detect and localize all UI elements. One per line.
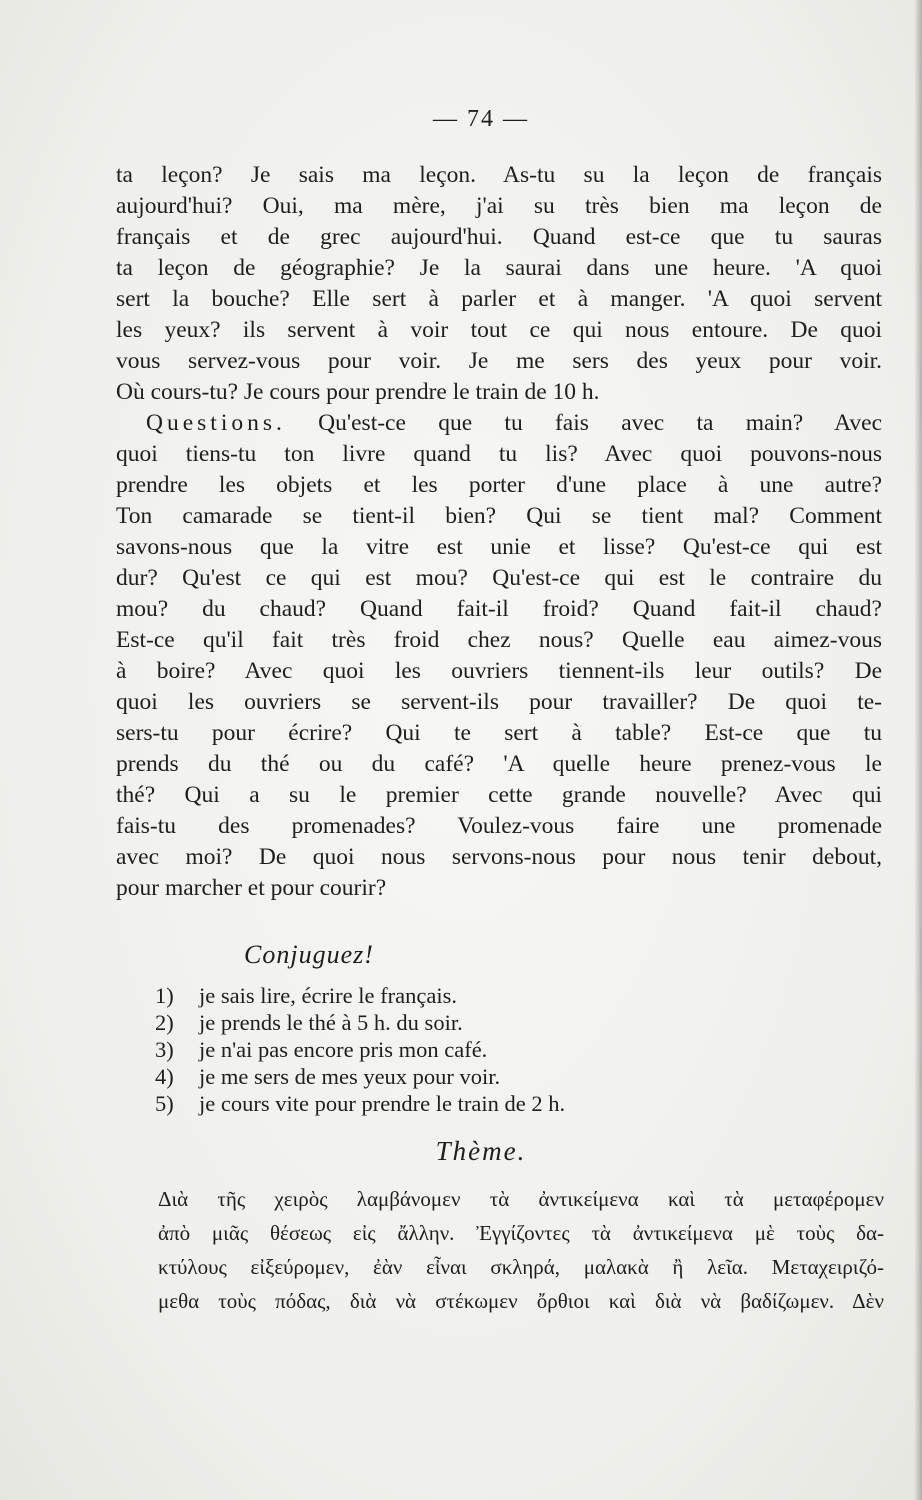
text-line: vous servez-vous pour voir. Je me sers des yeux pour voir. xyxy=(116,348,882,374)
item-text: je me sers de mes yeux pour voir. xyxy=(199,1064,501,1089)
text-line: thé? Qui a su le premier cette grande nouvelle? Avec qui xyxy=(116,782,882,808)
text-line: fais-tu des promenades? Voulez-vous faire une promenade xyxy=(116,813,882,839)
text-line: quoi les ouvriers se servent-ils pour travailler? De quoi te- xyxy=(116,689,882,715)
item-number: 4) xyxy=(155,1064,174,1089)
item-number: 1) xyxy=(155,983,174,1008)
text-line: mou? du chaud? Quand fait-il froid? Quand fait-il chaud? xyxy=(116,596,882,622)
list-item xyxy=(155,982,795,1009)
page-number: — 74 — xyxy=(433,106,529,132)
questions-first-text: Qu'est-ce que tu fais avec ta main? Avec xyxy=(318,410,883,436)
text-line: dur? Qu'est ce qui est mou? Qu'est-ce qui est le contraire du xyxy=(116,565,882,591)
text-line: Ton camarade se tient-il bien? Qui se tient mal? Comment xyxy=(116,503,882,529)
text-line: Est-ce qu'il fait très froid chez nous? Quelle eau aimez-vous xyxy=(116,627,882,653)
greek-line: κτύλους εἰξεύρομεν, ἐὰν εἶναι σκληρά, μαλακὰ ἢ λεῖα. Μεταχειριζό- xyxy=(158,1255,884,1279)
main-text xyxy=(116,160,882,904)
list-item xyxy=(155,1063,795,1090)
item-text: je cours vite pour prendre le train de 2 h. xyxy=(199,1091,566,1116)
list-item xyxy=(155,1009,795,1036)
text-line: français et de grec aujourd'hui. Quand est-ce que tu sauras xyxy=(116,224,882,250)
conjuguez-title: Conjuguez! xyxy=(244,940,374,969)
text-line: sert la bouche? Elle sert à parler et à manger. 'A quoi servent xyxy=(116,286,882,312)
text-line: aujourd'hui? Oui, ma mère, j'ai su très bien ma leçon de xyxy=(116,193,882,219)
text-line: les yeux? ils servent à voir tout ce qui nous entoure. De quoi xyxy=(116,317,882,343)
text-line: prendre les objets et les porter d'une place à une autre? xyxy=(116,472,882,498)
questions-label: Questions. xyxy=(146,410,286,436)
item-text: je prends le thé à 5 h. du soir. xyxy=(199,1010,463,1035)
list-item xyxy=(155,1036,795,1063)
item-number: 3) xyxy=(155,1037,174,1062)
item-number: 5) xyxy=(155,1091,174,1116)
text-line: prends du thé ou du café? 'A quelle heure prenez-vous le xyxy=(116,751,882,777)
page-edge-shadow xyxy=(914,0,922,1500)
text-line: pour marcher et pour courir? xyxy=(116,875,387,901)
theme-title: Thème. xyxy=(435,1136,527,1166)
greek-line: Διὰ τῆς χειρὸς λαμβάνομεν τὰ ἀντικείμενα καὶ τὰ μεταφέρομεν xyxy=(158,1187,884,1211)
questions-first-line xyxy=(116,408,882,439)
greek-text xyxy=(158,1182,884,1318)
text-line: ta leçon? Je sais ma leçon. As-tu su la leçon de français xyxy=(116,162,882,188)
greek-line: ἀπὸ μιᾶς θέσεως εἰς ἄλλην. Ἐγγίζοντες τὰ ἀντικείμενα μὲ τοὺς δα- xyxy=(158,1221,884,1245)
item-text: je sais lire, écrire le français. xyxy=(199,983,457,1008)
item-number: 2) xyxy=(155,1010,174,1035)
list-item xyxy=(155,1090,795,1117)
item-text: je n'ai pas encore pris mon café. xyxy=(199,1037,488,1062)
text-line: savons-nous que la vitre est unie et lisse? Qu'est-ce qui est xyxy=(116,534,882,560)
text-line: à boire? Avec quoi les ouvriers tiennent-ils leur outils? De xyxy=(116,658,882,684)
text-line: ta leçon de géographie? Je la saurai dans une heure. 'A quoi xyxy=(116,255,882,281)
greek-line: μεθα τοὺς πόδας, διὰ νὰ στέκωμεν ὄρθιοι καὶ διὰ νὰ βαδίζωμεν. Δὲν xyxy=(158,1289,884,1313)
text-line: quoi tiens-tu ton livre quand tu lis? Avec quoi pouvons-nous xyxy=(116,441,882,467)
text-line: sers-tu pour écrire? Qui te sert à table? Est-ce que tu xyxy=(116,720,882,746)
conjugation-list xyxy=(155,982,795,1117)
text-line: Où cours-tu? Je cours pour prendre le train de 10 h. xyxy=(116,379,600,405)
text-line: avec moi? De quoi nous servons-nous pour nous tenir debout, xyxy=(116,844,882,870)
